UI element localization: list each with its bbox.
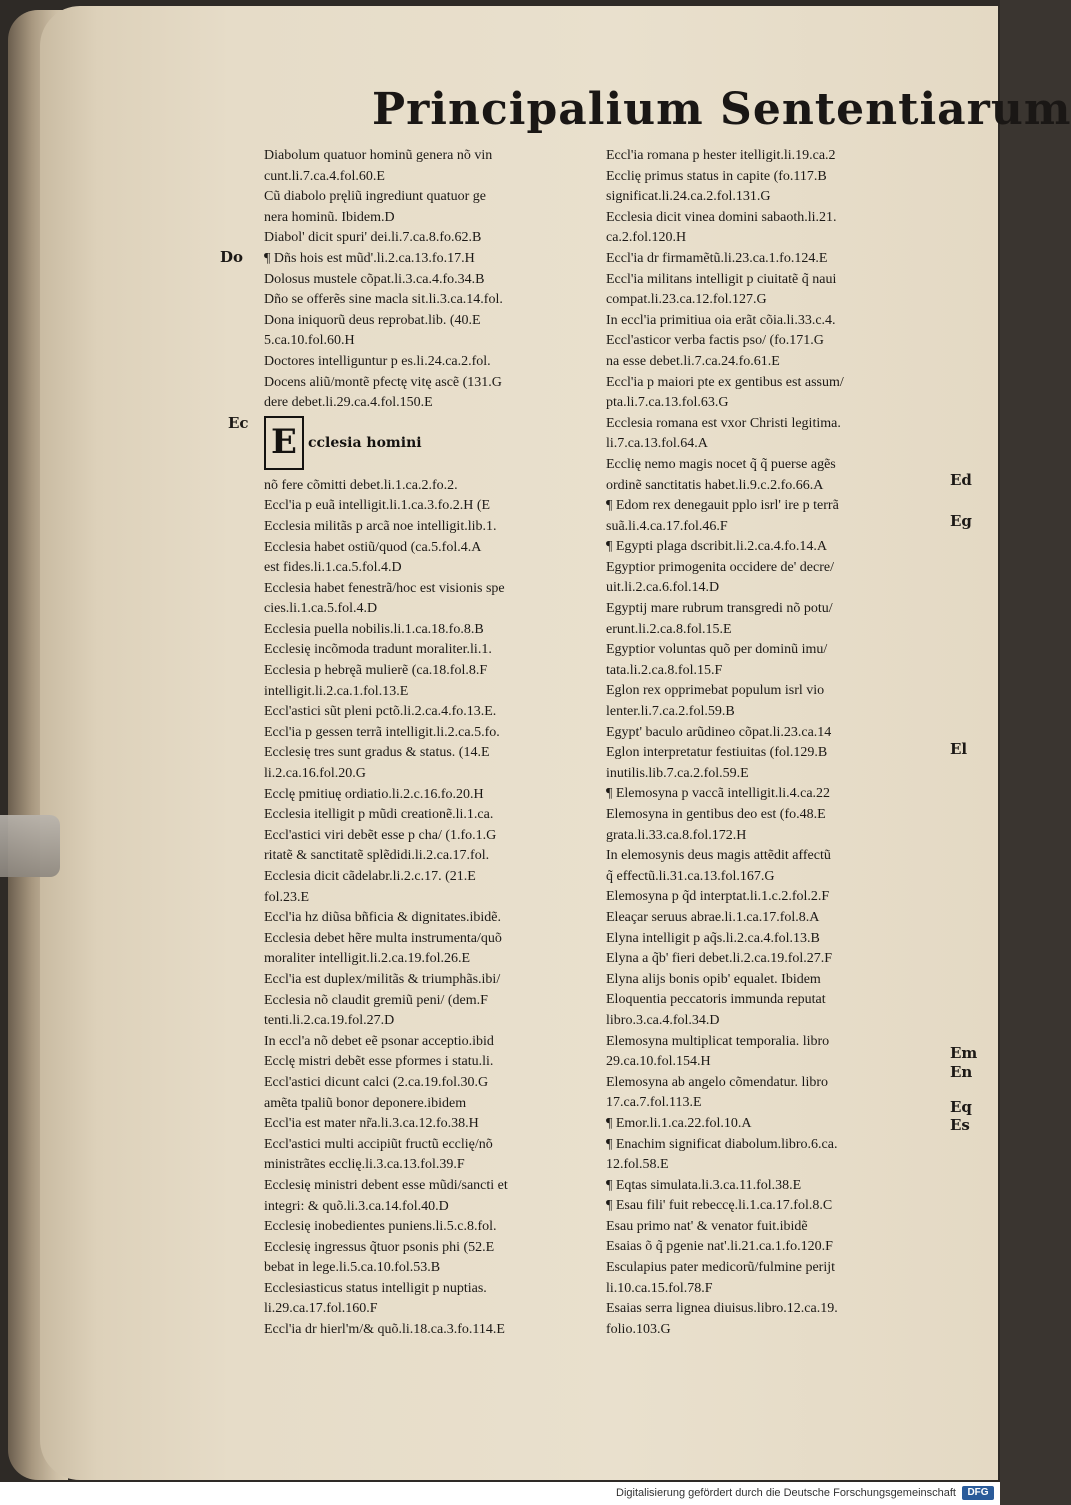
index-entry: folio.103.G xyxy=(606,1321,671,1337)
index-entry: Esaias õ q̃ pgenie nat'.li.21.ca.1.fo.120.F xyxy=(606,1239,833,1255)
index-entry: Docens aliũ/montẽ pfectę vitę ascẽ (131.G xyxy=(264,374,502,390)
index-entry: tenti.li.2.ca.19.fol.27.D xyxy=(264,1013,395,1029)
left-column xyxy=(264,146,594,1341)
index-entry: Ecclesia habet ostiũ/quod (ca.5.fol.4.A xyxy=(264,539,482,555)
margin-letter-ec: Ec xyxy=(228,414,249,432)
index-entry: In elemosynis deus magis attẽdit affectũ xyxy=(606,848,831,864)
margin-letter-eg: Eg xyxy=(950,512,972,530)
index-entry: intelligit.li.2.ca.1.fol.13.E xyxy=(264,683,409,699)
index-entry: cunt.li.7.ca.4.fol.60.E xyxy=(264,168,385,184)
index-entry: li.29.ca.17.fol.160.F xyxy=(264,1301,378,1317)
margin-letter-en: En xyxy=(950,1063,973,1081)
dfg-logo: DFG xyxy=(962,1486,994,1500)
index-entry: In eccl'ia primitiua oia erãt cõia.li.33.c.4. xyxy=(606,312,836,328)
footer-bar xyxy=(0,1482,1000,1505)
index-entry: nõ fere cõmitti debet.li.1.ca.2.fo.2. xyxy=(264,477,458,493)
index-entry: Egyptij mare rubrum transgredi nõ potu/ xyxy=(606,601,833,617)
index-entry: Diabolum quatuor hominũ genera nõ vin xyxy=(264,148,493,163)
index-entry: Eccl'ia romana p hester itelligit.li.19.ca.2 xyxy=(606,148,836,163)
margin-letter-el: El xyxy=(950,740,968,758)
index-entry: q̃ effectũ.li.31.ca.13.fol.167.G xyxy=(606,868,775,884)
margin-letter-eq: Eq xyxy=(950,1098,972,1116)
index-entry: ritatẽ & sanctitatẽ splẽdidi.li.2.ca.17.fol. xyxy=(264,848,490,864)
page-title: Principalium Sententiarum xyxy=(372,84,1071,135)
index-entry: Dño se offerẽs sine macla sit.li.3.ca.14.fol. xyxy=(264,292,503,308)
index-entry: Elemosyna multiplicat temporalia. libro xyxy=(606,1033,830,1049)
page-clip xyxy=(0,815,60,877)
index-entry: Eccl'ia p gessen terrã intelligit.li.2.ca.5.fo. xyxy=(264,724,500,740)
index-entry: fol.23.E xyxy=(264,889,310,905)
index-entry: ca.2.fol.120.H xyxy=(606,230,687,246)
index-entry: 12.fol.58.E xyxy=(606,1157,669,1173)
footer-credit: Digitalisierung gefördert durch die Deutsche Forschungsgemeinschaft xyxy=(616,1487,956,1499)
index-entry: moraliter intelligit.li.2.ca.19.fol.26.E xyxy=(264,951,471,967)
index-entry: ¶ Esau fili' fuit rebeccę.li.1.ca.17.fol.8.C xyxy=(606,1198,833,1214)
index-entry: Egyptior voluntas quõ per dominũ imu/ xyxy=(606,642,828,658)
index-entry: ¶ Edom rex denegauit pplo isrl' ire p terrã xyxy=(606,498,839,514)
index-entry: ¶ Dñs hois est mũd'.li.2.ca.13.fo.17.H xyxy=(264,250,475,266)
margin-letter-ed: Ed xyxy=(950,471,972,489)
index-entry: Eleaçar seruus abrae.li.1.ca.17.fol.8.A xyxy=(606,909,820,925)
index-entry: ministrãtes ecclię.li.3.ca.13.fol.39.F xyxy=(264,1157,465,1173)
index-entry: Ecclesia militãs p arcã noe intelligit.lib.1. xyxy=(264,518,497,534)
index-entry: Dona iniquorũ deus reprobat.lib. (40.E xyxy=(264,312,481,328)
index-entry: compat.li.23.ca.12.fol.127.G xyxy=(606,292,767,308)
index-entry: Eccl'ia hz diũsa bñficia & dignitates.ibidẽ. xyxy=(264,910,501,926)
index-entry: Eccl'astici viri debẽt esse p cha/ (1.fo.1.G xyxy=(264,827,497,843)
index-entry: Diabol' dicit spuri' dei.li.7.ca.8.fo.62.B xyxy=(264,230,482,246)
index-entry: cies.li.1.ca.5.fol.4.D xyxy=(264,601,378,617)
index-entry: li.7.ca.13.fol.64.A xyxy=(606,436,708,452)
margin-letter-do: Do xyxy=(220,248,244,266)
index-entry: li.10.ca.15.fol.78.F xyxy=(606,1280,713,1296)
index-entry: Ecclesia debet hẽre multa instrumenta/quõ xyxy=(264,930,502,946)
index-entry: Elemosyna ab angelo cõmendatur. libro xyxy=(606,1074,828,1090)
index-entry: li.2.ca.16.fol.20.G xyxy=(264,766,366,782)
index-entry: Eloquentia peccatoris immunda reputat xyxy=(606,992,826,1008)
index-entry: Elemosyna in gentibus deo est (fo.48.E xyxy=(606,807,826,822)
index-entry: integri: & quõ.li.3.ca.14.fol.40.D xyxy=(264,1198,449,1214)
index-entry: Eccl'ia est mater nr̃a.li.3.ca.12.fo.38.H xyxy=(264,1116,479,1132)
index-entry: Eccl'ia militans intelligit p ciuitatẽ q̃ naui xyxy=(606,271,837,287)
index-entry: Elyna intelligit p aq̃s.li.2.ca.4.fol.13.B xyxy=(606,930,820,946)
index-entry: Ecclesię tres sunt gradus & status. (14.E xyxy=(264,745,490,761)
index-entry: tata.li.2.ca.8.fol.15.F xyxy=(606,662,723,678)
index-entry: Eccl'astici dicunt calci (2.ca.19.fol.30.G xyxy=(264,1074,489,1090)
index-entry: Eccl'astici multi accipiũt fructũ ecclię/nõ xyxy=(264,1136,493,1152)
index-entry: Ecclesia itelligit p mũdi creationẽ.li.1.ca. xyxy=(264,807,494,823)
index-entry: Ecclesiasticus status intelligit p nuptias. xyxy=(264,1280,487,1296)
index-entry: Ecclesia nõ claudit gremiũ peni/ (dem.F xyxy=(264,992,488,1008)
index-entry: Ecclesia p hebręã mulierẽ (ca.18.fol.8.F xyxy=(264,663,488,679)
index-entry: grata.li.33.ca.8.fol.172.H xyxy=(606,827,747,843)
index-entry: Eglon interpretatur festiuitas (fol.129.B xyxy=(606,745,828,761)
index-entry: Ecclę pmitiuę ordiatio.li.2.c.16.fo.20.H xyxy=(264,786,484,802)
index-entry: nera hominũ. Ibidem.D xyxy=(264,209,395,225)
index-entry: libro.3.ca.4.fol.34.D xyxy=(606,1012,720,1028)
section-heading xyxy=(264,416,594,474)
index-entry: In eccl'a nõ debet eẽ psonar acceptio.ibid xyxy=(264,1033,494,1049)
index-entry: lenter.li.7.ca.2.fol.59.B xyxy=(606,704,735,720)
index-entry: Esau primo nat' & venator fuit.ibidẽ xyxy=(606,1218,808,1234)
index-entry: Elemosyna p q̃d interptat.li.1.c.2.fol.2.F xyxy=(606,889,830,905)
index-entry: Ecclesia dicit vinea domini sabaoth.li.21. xyxy=(606,209,837,225)
index-entry: Esculapius pater medicorũ/fulmine perijt xyxy=(606,1260,835,1276)
index-entry: erunt.li.2.ca.8.fol.15.E xyxy=(606,621,732,637)
index-entry: Ecclesia dicit cãdelabr.li.2.c.17. (21.E xyxy=(264,869,476,884)
index-entry: na esse debet.li.7.ca.24.fo.61.E xyxy=(606,353,780,369)
index-entry: Ecclesię ministri debent esse mũdi/sancti et xyxy=(264,1177,508,1193)
index-entry: suã.li.4.ca.17.fol.46.F xyxy=(606,518,728,534)
index-entry: 17.ca.7.fol.113.E xyxy=(606,1095,702,1111)
index-entry: ¶ Emor.li.1.ca.22.fol.10.A xyxy=(606,1115,752,1131)
index-entry: inutilis.lib.7.ca.2.fol.59.E xyxy=(606,765,749,781)
index-entry: Ecclę mistri debẽt esse pformes i statu.li. xyxy=(264,1054,494,1070)
index-entry: 5.ca.10.fol.60.H xyxy=(264,333,355,349)
index-entry: Ecclesia romana est vxor Christi legitima. xyxy=(606,415,841,431)
index-entry: Elyna alijs bonis opib' equalet. Ibidem xyxy=(606,971,821,987)
index-entry: dere debet.li.29.ca.4.fol.150.E xyxy=(264,395,433,411)
index-entry: ordinẽ sanctitatis habet.li.9.c.2.fo.66.A xyxy=(606,477,824,493)
margin-letter-em: Em xyxy=(950,1044,978,1062)
index-entry: ¶ Egypti plaga dscribit.li.2.ca.4.fo.14.A xyxy=(606,539,827,555)
index-entry: Eccl'ia p maiori pte ex gentibus est assum/ xyxy=(606,374,844,390)
index-entry: Eccl'ia est duplex/militãs & triumphãs.ibi/ xyxy=(264,971,501,987)
index-entry: ¶ Elemosyna p vaccã intelligit.li.4.ca.22 xyxy=(606,786,831,802)
index-entry: pta.li.7.ca.13.fol.63.G xyxy=(606,395,729,411)
right-column xyxy=(606,146,942,1340)
index-entry: Egyptior primogenita occidere de' decre/ xyxy=(606,559,834,575)
index-entry: Eccl'asticor verba factis pso/ (fo.171.G xyxy=(606,333,824,349)
index-entry: Eccl'ia dr firmamẽtũ.li.23.ca.1.fo.124.E xyxy=(606,250,828,266)
index-entry: Eccl'ia p euã intelligit.li.1.ca.3.fo.2.H (E xyxy=(264,498,491,514)
index-entry: significat.li.24.ca.2.fol.131.G xyxy=(606,189,771,205)
index-entry: Ecclesia habet fenestrã/hoc est visionis spe xyxy=(264,580,505,596)
index-entry: Eglon rex opprimebat populum isrl vio xyxy=(606,683,825,699)
index-entry: Egypt' baculo arũdineo cõpat.li.23.ca.14 xyxy=(606,724,832,740)
index-entry: Ecclesię inobedientes puniens.li.5.c.8.fol. xyxy=(264,1219,497,1235)
section-heading-text: cclesia homini xyxy=(308,434,422,451)
index-entry: Esaias serra lignea diuisus.libro.12.ca.19. xyxy=(606,1301,838,1317)
index-entry: est fides.li.1.ca.5.fol.4.D xyxy=(264,560,402,576)
index-entry: 29.ca.10.fol.154.H xyxy=(606,1054,711,1070)
index-entry: Elyna a q̃b' fieri debet.li.2.ca.19.fol.27.F xyxy=(606,951,833,967)
index-entry: Cũ diabolo pręliũ ingrediunt quatuor ge xyxy=(264,189,487,205)
index-entry: Dolosus mustele cõpat.li.3.ca.4.fo.34.B xyxy=(264,271,485,287)
margin-letter-es: Es xyxy=(950,1116,970,1134)
index-entry: amẽta tpaliũ bonor deponere.ibidem xyxy=(264,1095,467,1111)
index-entry: Eccl'ia dr hierl'm/& quõ.li.18.ca.3.fo.114.E xyxy=(264,1322,505,1338)
index-entry: Ecclesię incõmoda tradunt moraliter.li.1. xyxy=(264,642,492,658)
index-entry: Ecclesia puella nobilis.li.1.ca.18.fo.8.B xyxy=(264,621,484,637)
index-entry: Doctores intelliguntur p es.li.24.ca.2.fol. xyxy=(264,353,491,369)
initial-capital: E xyxy=(264,416,304,470)
index-entry: Ecclię primus status in capite (fo.117.B xyxy=(606,168,827,184)
index-entry: Ecclię nemo magis nocet q̃ q̃ puerse agẽs xyxy=(606,456,836,472)
index-entry: ¶ Enachim significat diabolum.libro.6.ca. xyxy=(606,1136,838,1152)
index-entry: uit.li.2.ca.6.fol.14.D xyxy=(606,580,720,596)
index-entry: bebat in lege.li.5.ca.10.fol.53.B xyxy=(264,1260,441,1276)
index-entry: Ecclesię ingressus q̃tuor psonis phi (52.E xyxy=(264,1239,495,1255)
index-entry: ¶ Eqtas simulata.li.3.ca.11.fol.38.E xyxy=(606,1177,802,1193)
index-entry: Eccl'astici sũt pleni pctõ.li.2.ca.4.fo.13.E. xyxy=(264,704,497,720)
